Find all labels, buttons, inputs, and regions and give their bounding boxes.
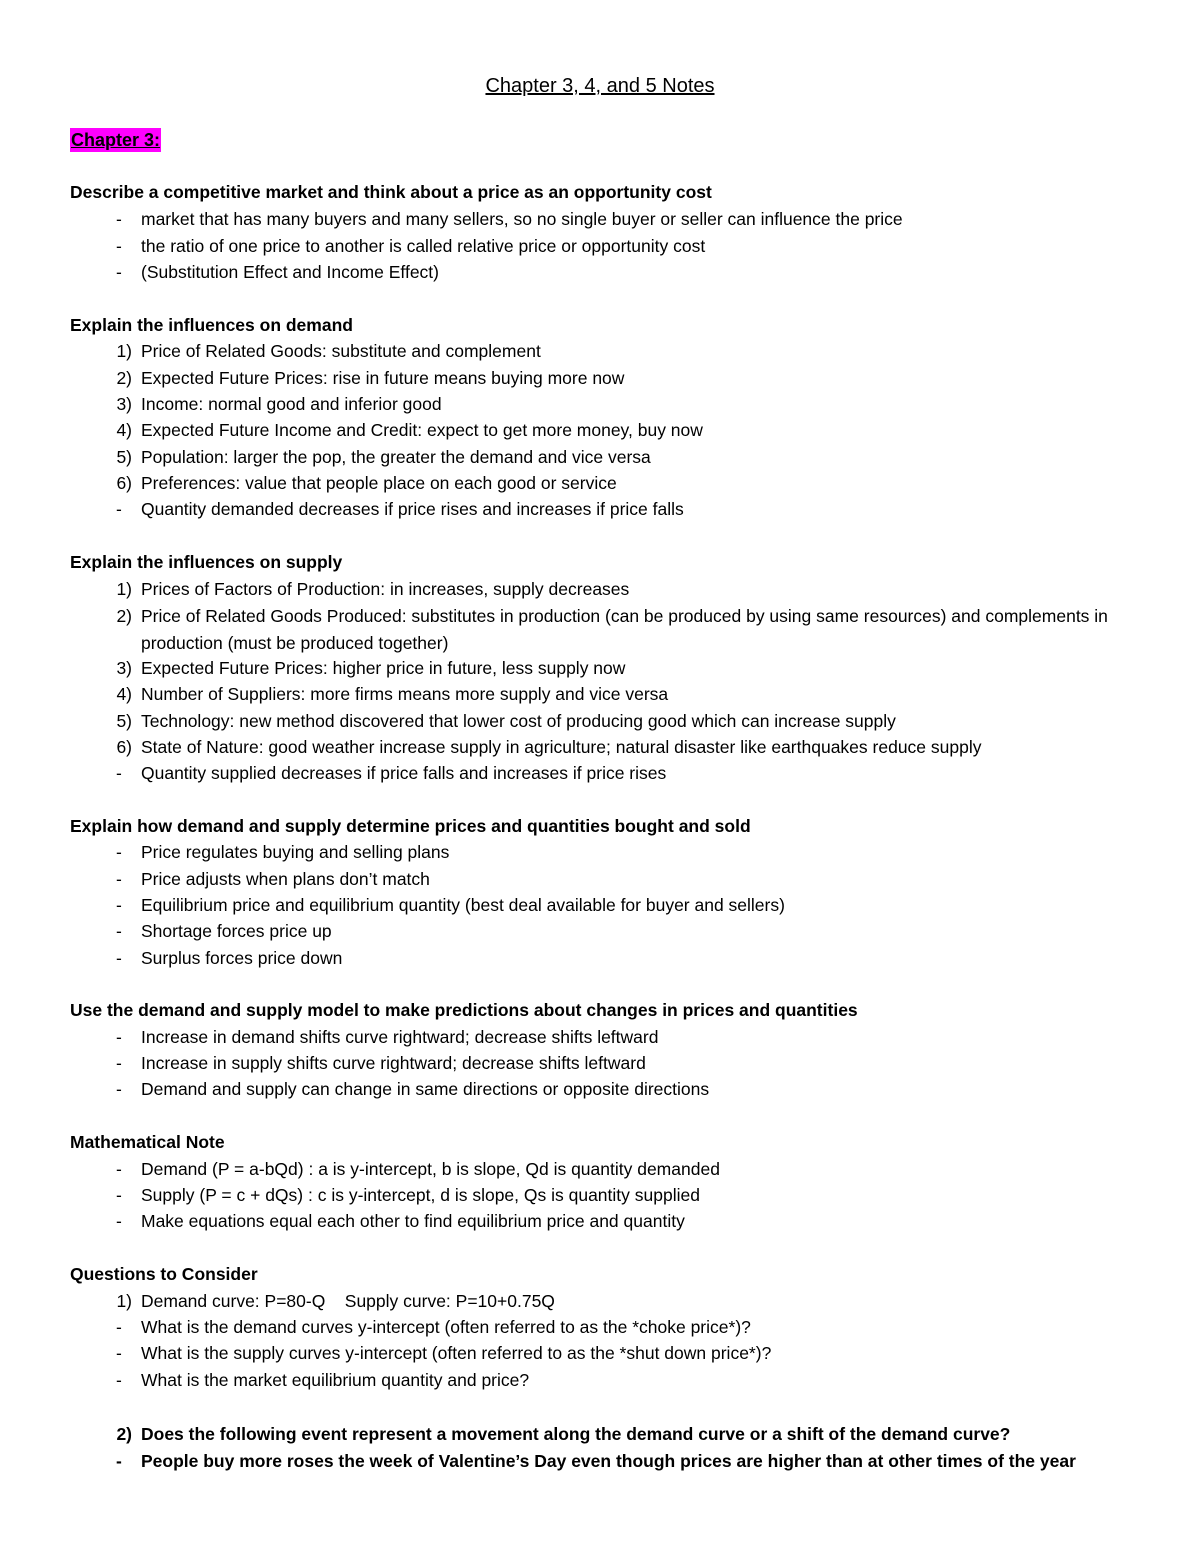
list-marker: - (116, 1211, 122, 1231)
list-marker: - (116, 869, 122, 889)
list-marker: - (116, 1079, 122, 1099)
list-marker: - (116, 499, 122, 519)
list-item-text: Demand curve: P=80-Q Supply curve: P=10+0.75Q (141, 1291, 555, 1311)
list-item-text: Increase in supply shifts curve rightward; decrease shifts leftward (141, 1053, 646, 1073)
list-item-text: Make equations equal each other to find equilibrium price and quantity (141, 1211, 685, 1231)
list-marker: - (116, 1343, 122, 1363)
list-marker: - (116, 763, 122, 783)
list-item-text: Expected Future Income and Credit: expect to get more money, buy now (141, 420, 703, 440)
section-heading: Questions to Consider (70, 1264, 258, 1284)
list-marker: 4) (116, 684, 132, 704)
list-marker: - (116, 236, 122, 256)
list-item-text: (Substitution Effect and Income Effect) (141, 262, 439, 282)
list-item-text: Expected Future Prices: higher price in future, less supply now (141, 658, 626, 678)
list-item-text: Population: larger the pop, the greater the demand and vice versa (141, 447, 651, 467)
section-heading: Explain the influences on supply (70, 552, 343, 572)
list-marker: 3) (116, 658, 132, 678)
list-marker: 2) (116, 368, 132, 388)
list-marker: 6) (116, 737, 132, 757)
list-marker: - (116, 1451, 122, 1471)
list-marker: - (116, 1159, 122, 1179)
list-marker: - (116, 1185, 122, 1205)
list-marker: 6) (116, 473, 132, 493)
list-item-text: Expected Future Prices: rise in future means buying more now (141, 368, 625, 388)
list-marker: 1) (116, 579, 132, 599)
list-item-text: Number of Suppliers: more firms means more supply and vice versa (141, 684, 669, 704)
list-item-text: Increase in demand shifts curve rightward; decrease shifts leftward (141, 1027, 659, 1047)
list-marker: - (116, 948, 122, 968)
list-item-text: Technology: new method discovered that lower cost of producing good which can increase supply (141, 711, 896, 731)
section-heading: Mathematical Note (70, 1132, 225, 1152)
list-item-text: Demand (P = a-bQd) : a is y-intercept, b is slope, Qd is quantity demanded (141, 1159, 720, 1179)
list-item-text: Surplus forces price down (141, 948, 343, 968)
list-item-text: Demand and supply can change in same directions or opposite directions (141, 1079, 710, 1099)
list-item-text: the ratio of one price to another is called relative price or opportunity cost (141, 236, 706, 256)
list-item-text: Preferences: value that people place on each good or service (141, 473, 617, 493)
list-marker: - (116, 262, 122, 282)
list-marker: - (116, 209, 122, 229)
list-item-text: Price adjusts when plans don’t match (141, 869, 430, 889)
list-item-text: Quantity supplied decreases if price falls and increases if price rises (141, 763, 667, 783)
list-item-text: Shortage forces price up (141, 921, 332, 941)
list-marker: - (116, 1370, 122, 1390)
list-item-text: State of Nature: good weather increase supply in agriculture; natural disaster like earthquakes reduce supply (141, 737, 982, 757)
list-item-text: Price regulates buying and selling plans (141, 842, 450, 862)
document-title: Chapter 3, 4, and 5 Notes (485, 75, 715, 97)
list-marker: - (116, 1027, 122, 1047)
list-marker: 5) (116, 447, 132, 467)
section-heading: Describe a competitive market and think about a price as an opportunity cost (70, 182, 712, 202)
list-item-text: What is the supply curves y-intercept (often referred to as the *shut down price*)? (141, 1343, 772, 1363)
list-item-text: Quantity demanded decreases if price rises and increases if price falls (141, 499, 684, 519)
list-item-text: Prices of Factors of Production: in increases, supply decreases (141, 579, 630, 599)
list-item-text: What is the market equilibrium quantity and price? (141, 1370, 530, 1390)
list-marker: - (116, 1317, 122, 1337)
list-marker: - (116, 921, 122, 941)
list-marker: - (116, 895, 122, 915)
list-item-text: Does the following event represent a movement along the demand curve or a shift of the demand curve? (141, 1424, 1011, 1444)
list-item-text: People buy more roses the week of Valentine’s Day even though prices are higher than at other times of the year (141, 1451, 1076, 1471)
list-item-text: What is the demand curves y-intercept (often referred to as the *choke price*)? (141, 1317, 751, 1337)
section-heading: Use the demand and supply model to make predictions about changes in prices and quantities (70, 1000, 858, 1020)
list-marker: 2) (116, 606, 132, 626)
list-item-text: Price of Related Goods: substitute and complement (141, 341, 541, 361)
list-item-text: Equilibrium price and equilibrium quantity (best deal available for buyer and sellers) (141, 895, 785, 915)
list-item-text: Income: normal good and inferior good (141, 394, 442, 414)
section-heading: Explain how demand and supply determine prices and quantities bought and sold (70, 816, 751, 836)
chapter-label: Chapter 3: (71, 130, 161, 150)
list-marker: 2) (116, 1424, 132, 1444)
list-marker: - (116, 1053, 122, 1073)
list-item-text: Price of Related Goods Produced: substitutes in production (can be produced by using same resources) and complements in production (must be produced together) (141, 606, 1108, 653)
section-heading: Explain the influences on demand (70, 315, 353, 335)
list-marker: 3) (116, 394, 132, 414)
list-marker: 4) (116, 420, 132, 440)
list-marker: - (116, 842, 122, 862)
list-marker: 1) (116, 341, 132, 361)
list-marker: 1) (116, 1291, 132, 1311)
list-item-text: market that has many buyers and many sellers, so no single buyer or seller can influence the price (141, 209, 903, 229)
list-marker: 5) (116, 711, 132, 731)
list-item-text: Supply (P = c + dQs) : c is y-intercept, d is slope, Qs is quantity supplied (141, 1185, 700, 1205)
